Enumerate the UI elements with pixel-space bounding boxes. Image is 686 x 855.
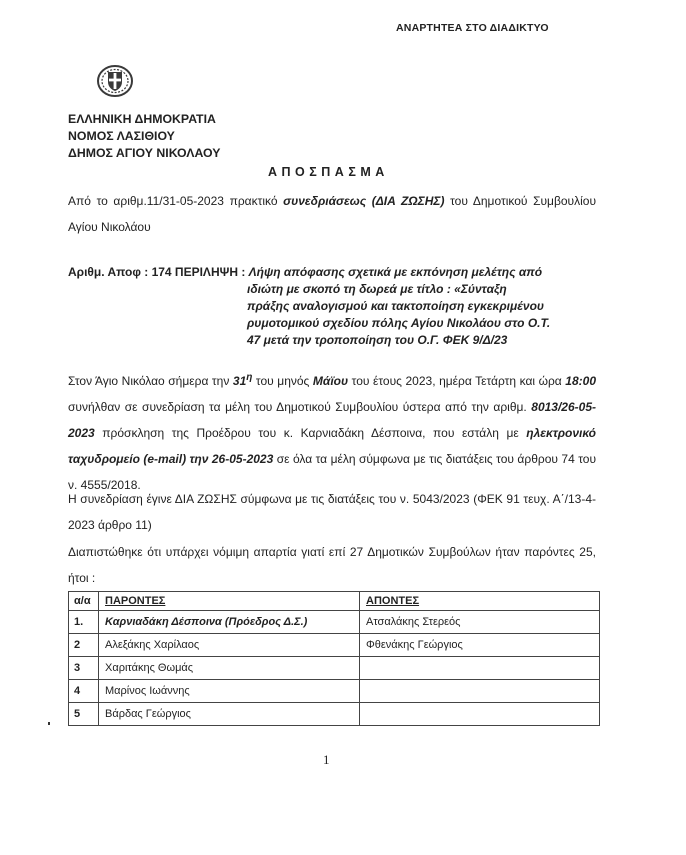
- absent-member: Φθενάκης Γεώργιος: [360, 634, 600, 657]
- absent-member: [360, 680, 600, 703]
- absent-member: [360, 657, 600, 680]
- col-header-present: ΠΑΡΟΝΤΕΣ: [99, 592, 360, 611]
- session-text: του έτους 2023, ημέρα Τετάρτη και ώρα: [348, 374, 566, 388]
- present-member: Αλεξάκης Χαρίλαος: [99, 634, 360, 657]
- issuer-line: ΝΟΜΟΣ ΛΑΣΙΘΙΟΥ: [68, 129, 175, 143]
- intro-text: Από το αριθμ.11/31-05-2023 πρακτικό: [68, 194, 284, 208]
- absent-member: [360, 703, 600, 726]
- present-member: Βάρδας Γεώργιος: [99, 703, 360, 726]
- table-row: [69, 634, 600, 657]
- session-paragraph: [68, 365, 596, 498]
- table-header-row: [69, 592, 600, 611]
- table-row: [69, 611, 600, 634]
- table-row: [69, 680, 600, 703]
- session-day: [233, 374, 252, 388]
- decision-subject-line: πράξης αναλογισμού και τακτοποίηση εγκεκριμένου: [247, 299, 545, 313]
- session-day-number: 31: [232, 374, 247, 388]
- row-number: 5: [69, 703, 99, 726]
- table-row: [69, 703, 600, 726]
- present-member: Χαριτάκης Θωμάς: [99, 657, 360, 680]
- session-text: του μηνός: [252, 374, 313, 388]
- session-type: συνεδριάσεως (ΔΙΑ ΖΩΣΗΣ): [283, 194, 445, 208]
- issuer-line: ΕΛΛΗΝΙΚΗ ΔΗΜΟΚΡΑΤΙΑ: [68, 112, 216, 126]
- decision-subject-line: 47 μετά την τροποποίηση του Ο.Γ. ΦΕΚ 9/Δ/23: [247, 333, 508, 347]
- decision-number: Αριθμ. Αποφ : 174 ΠΕΡΙΛΗΨΗ :: [68, 265, 249, 279]
- document-title: ΑΠΟΣΠΑΣΜΑ: [268, 165, 389, 179]
- session-time: 18:00: [565, 374, 596, 388]
- invitation-ref: 8013/26-05-2023: [68, 400, 596, 440]
- intro-paragraph: [68, 188, 596, 240]
- decision-subject-line: ρυμοτομικού σχεδίου πόλης Αγίου Νικολάου στο Ο.Τ.: [247, 316, 551, 330]
- issuer-line: ΔΗΜΟΣ ΑΓΙΟΥ ΝΙΚΟΛΑΟΥ: [68, 146, 221, 160]
- decision-subject-line: Λήψη απόφασης σχετικά με εκπόνηση μελέτης από: [248, 265, 543, 279]
- session-month: Μάϊου: [312, 374, 349, 388]
- table-row: [69, 657, 600, 680]
- session-text: σε όλα τα μέλη σύμφωνα με τις διατάξεις του άρθρου 74 του ν. 4555/2018.: [68, 452, 597, 492]
- page-number: 1: [323, 752, 330, 767]
- session-text: πρόσκληση της Προέδρου του κ. Καρνιαδάκη Δέσποινα, που εστάλη με: [94, 426, 527, 440]
- intro-text: του Δημοτικού Συμβουλίου Αγίου Νικολάου: [68, 194, 597, 234]
- greek-emblem-icon: [95, 60, 135, 100]
- issuer-block: [68, 111, 220, 162]
- row-number: 4: [69, 680, 99, 703]
- email-notice: ηλεκτρονικό ταχυδρομείο (e-mail) την 26-05-2023: [68, 426, 596, 466]
- present-member: Μαρίνος Ιωάννης: [99, 680, 360, 703]
- session-text: Στον Άγιο Νικόλαο σήμερα την: [68, 374, 233, 388]
- row-number: 1.: [69, 611, 99, 634]
- col-header-num: α/α: [69, 592, 99, 611]
- publication-note: ΑΝΑΡΤΗΤΕΑ ΣΤΟ ΔΙΑΔΙΚΤΥΟ: [396, 22, 549, 34]
- session-day-suffix: η: [246, 372, 253, 383]
- session-text: συνήλθαν σε συνεδρίαση τα μέλη του Δημοτικού Συμβουλίου ύστερα από την αριθμ.: [68, 400, 532, 414]
- absent-member: Ατσαλάκης Στερεός: [360, 611, 600, 634]
- quorum-paragraph: Διαπιστώθηκε ότι υπάρχει νόμιμη απαρτία γιατί επί 27 Δημοτικών Συμβούλων ήταν παρόντες 25, ήτοι :: [68, 545, 596, 585]
- mode-paragraph: Η συνεδρίαση έγινε ΔΙΑ ΖΩΣΗΣ σύμφωνα με τις διατάξεις του ν. 5043/2023 (ΦΕΚ 91 τευχ. Α΄/13-4-2023 άρθρο 11): [68, 492, 596, 532]
- row-number: 3: [69, 657, 99, 680]
- attendance-table: [68, 591, 600, 726]
- col-header-absent: ΑΠΟΝΤΕΣ: [360, 592, 600, 611]
- present-member: Καρνιαδάκη Δέσποινα (Πρόεδρος Δ.Σ.): [99, 611, 360, 634]
- scan-speck: [48, 722, 50, 725]
- decision-summary: [68, 264, 588, 349]
- decision-subject-line: ιδιώτη με σκοπό τη δωρεά με τίτλο : «Σύνταξη: [247, 282, 507, 296]
- row-number: 2: [69, 634, 99, 657]
